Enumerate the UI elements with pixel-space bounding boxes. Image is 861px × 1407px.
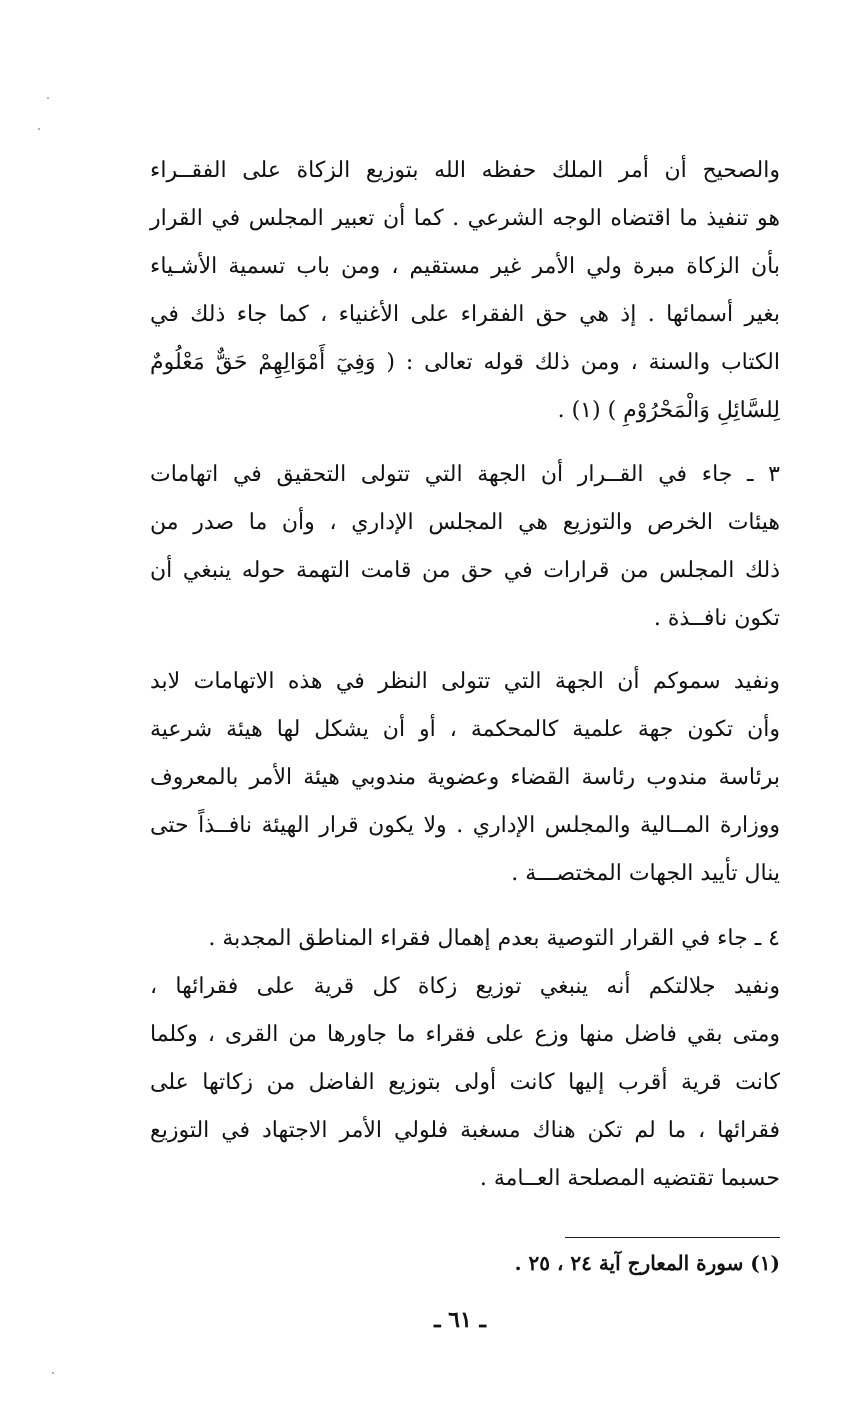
text-line: ووزارة المــالية والمجلس الإداري . ولا يكون قرار الهيئة نافــذاً حتى [150, 813, 780, 838]
footnote-divider [565, 1237, 780, 1238]
text-line: برئاسة مندوب رئاسة القضاء وعضوية مندوبي هيئة الأمر بالمعروف [150, 765, 780, 790]
paragraph-committee [150, 658, 780, 898]
text-line: بغير أسمائها . إذ هي حق الفقراء على الأغنياء ، كما جاء ذلك في [150, 302, 780, 327]
text-line: ذلك المجلس من قرارات في حق من قامت التهمة حوله ينبغي أن [150, 558, 780, 583]
text-line: ٣ ـ جاء في القــرار أن الجهة التي تتولى التحقيق في اتهامات [150, 462, 780, 487]
text-line: حسبما تقتضيه المصلحة العــامة . [479, 1166, 780, 1191]
page-number: ـ ٦١ ـ [434, 1307, 486, 1333]
text-line: الكتاب والسنة ، ومن ذلك قوله تعالى : ( وَفِيٓ أَمْوَالِهِمْ حَقٌّ مَعْلُومٌ [150, 350, 780, 375]
text-line: كانت قرية أقرب إليها كانت أولى بتوزيع الفاضل من زكاتها على [150, 1070, 780, 1095]
text-line: ومتى بقي فاضل منها وزع على فقراء ما جاورها من القرى ، وكلما [150, 1022, 780, 1047]
paragraph-zakat-distribution [150, 147, 780, 435]
paragraph-item-4 [150, 915, 780, 1203]
text-line: ونفيد جلالتكم أنه ينبغي توزيع زكاة كل قرية على فقرائها ، [150, 974, 780, 999]
text-line: والصحيح أن أمر الملك حفظه الله بتوزيع الزكاة على الفقــراء [150, 158, 780, 183]
text-line: ينال تأييد الجهات المختصـــة . [511, 861, 780, 886]
text-line: وأن تكون جهة علمية كالمحكمة ، أو أن يشكل لها هيئة شرعية [150, 717, 780, 742]
text-line: ٤ ـ جاء في القرار التوصية بعدم إهمال فقراء المناطق المجدبة . [208, 926, 780, 951]
text-line: بأن الزكاة مبرة ولي الأمر غير مستقيم ، ومن باب تسمية الأشـياء [150, 254, 780, 279]
text-line: فقرائها ، ما لم تكن هناك مسغبة فلولي الأمر الاجتهاد في التوزيع [150, 1118, 780, 1143]
footnote: (١) سورة المعارج آية ٢٤ ، ٢٥ . [514, 1251, 780, 1275]
paragraph-item-3 [150, 451, 780, 643]
scan-speck [52, 1372, 54, 1374]
text-line: لِلسَّائِلِ وَالْمَحْرُوْمِ ) (١) . [557, 398, 780, 423]
scan-speck [47, 97, 49, 99]
scan-speck [38, 128, 40, 130]
text-line: هو تنفيذ ما اقتضاه الوجه الشرعي . كما أن تعبير المجلس في القرار [150, 206, 780, 231]
text-line: ونفيد سموكم أن الجهة التي تتولى النظر في هذه الاتهامات لابد [150, 669, 780, 694]
text-line: هيئات الخرص والتوزيع هي المجلس الإداري ، وأن ما صدر من [150, 510, 780, 535]
text-line: تكون نافــذة . [653, 606, 780, 631]
